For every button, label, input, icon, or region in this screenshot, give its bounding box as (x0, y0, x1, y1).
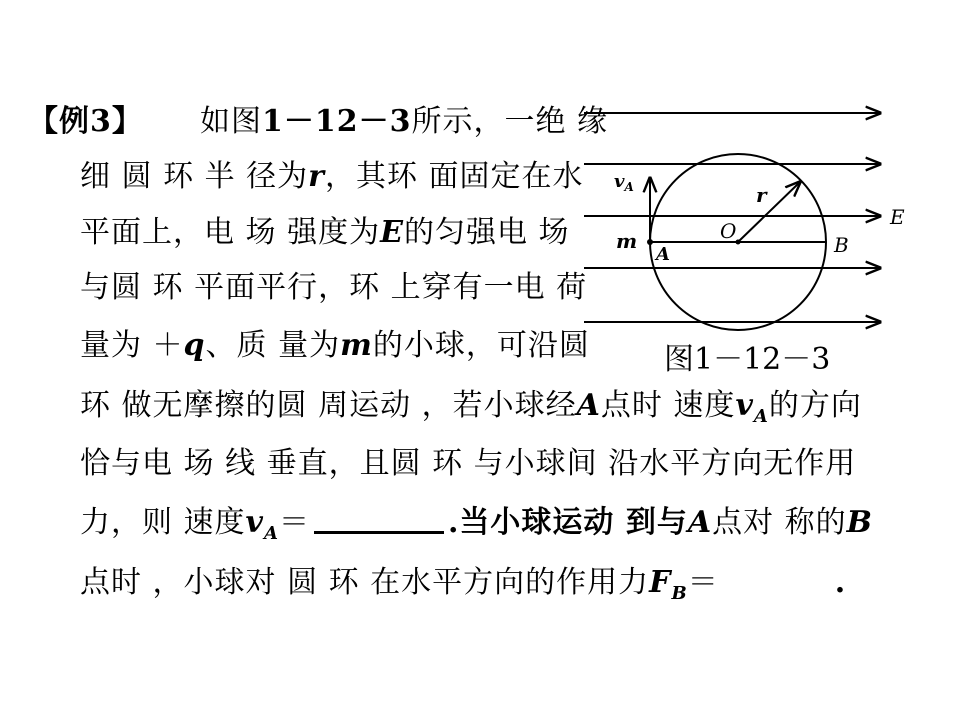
label-m: m (616, 229, 638, 253)
label-r: r (756, 183, 767, 207)
variable-q: q (183, 328, 206, 363)
text: 的匀强电 场 (403, 215, 570, 250)
text: 所示，一绝 缘 (411, 104, 609, 139)
text: 环 做无摩擦的圆 周运动 ，若小球经 (80, 388, 577, 423)
problem-line-5 (80, 328, 590, 364)
variable-F: F (649, 565, 672, 600)
equals-sign: ＝ (278, 505, 310, 540)
example-label: 【例3】 (28, 104, 143, 139)
variable-m: m (340, 328, 373, 363)
variable-A: A (576, 388, 601, 423)
text: 力，则 速度 (80, 505, 246, 540)
label-A: A (656, 244, 670, 265)
equals-sign: ＝ (687, 565, 719, 600)
answer-blank-2 (723, 568, 831, 592)
label-O: O (720, 219, 737, 243)
text: 如图 (199, 104, 262, 139)
radius-arrow (738, 182, 800, 242)
variable-A: A (687, 505, 713, 540)
text: 的方向 (768, 388, 862, 423)
label-E: E (890, 205, 905, 229)
label-B: B (834, 233, 849, 257)
problem-line-4 (80, 270, 587, 306)
variable-r: r (308, 159, 325, 194)
problem-line-2 (80, 159, 584, 195)
variable-v: v (245, 505, 264, 540)
problem-line-7 (80, 446, 856, 482)
ring-field-diagram (578, 96, 918, 342)
variable-v: v (735, 388, 754, 423)
label-vA: $v_A$ (614, 171, 634, 194)
subscript-A: A (263, 523, 279, 544)
text: 细 圆 环 半 径为 (80, 159, 309, 194)
subscript-A: A (753, 406, 769, 427)
text: 量为 ＋ (80, 328, 184, 363)
text: 点时 速度 (600, 388, 736, 423)
figure-reference: 1－12－3 (261, 104, 412, 139)
answer-blank-1 (314, 507, 444, 534)
point-A (647, 239, 653, 245)
figure-caption: 图1－12－3 (664, 342, 831, 377)
text: 平面上，电 场 强度为 (80, 215, 381, 250)
problem-line-8 (80, 505, 873, 552)
problem-line-9 (80, 565, 846, 612)
problem-line-3 (80, 215, 570, 251)
variable-B: B (846, 505, 874, 540)
text: 点对 称的 (712, 505, 847, 540)
text: 点时 ，小球对 圆 环 在水平方向的作用力 (80, 565, 650, 600)
text: ，其环 面固定在水 (324, 159, 584, 194)
problem-line-6 (80, 388, 862, 435)
text: 恰与电 场 线 垂直，且圆 环 与小球间 沿水平方向无作用 (80, 446, 857, 481)
text: .当小球运动 到与 (447, 505, 688, 540)
period: . (834, 565, 847, 600)
subscript-B: B (671, 583, 688, 604)
text: 、质 量为 (205, 328, 341, 363)
text: 与圆 环 平面平行，环 上穿有一电 荷 (80, 270, 588, 305)
variable-E: E (380, 215, 404, 250)
problem-line-1 (28, 104, 608, 140)
text: 的小球，可沿圆 (372, 328, 590, 363)
